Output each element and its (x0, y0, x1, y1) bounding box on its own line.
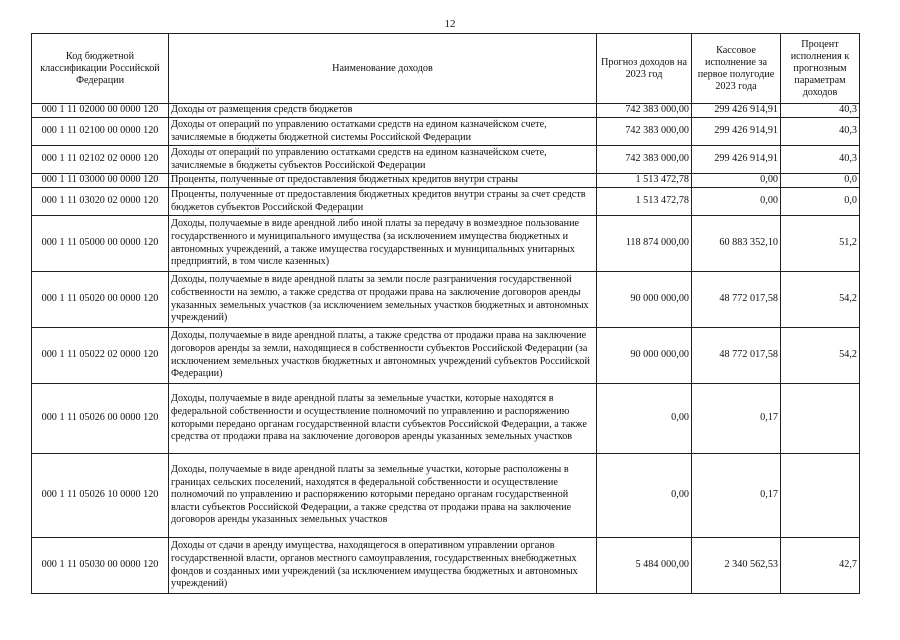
page-number: 12 (444, 18, 456, 30)
row-code: 000 1 11 02102 02 0000 120 (32, 146, 169, 174)
row-code: 000 1 11 05026 10 0000 120 (32, 454, 169, 538)
header-pct: Процент исполнения к прогнозным параметрам доходов (781, 34, 860, 104)
row-plan: 742 383 000,00 (597, 146, 692, 174)
table-row (32, 174, 860, 188)
row-name: Доходы от сдачи в аренду имущества, находящегося в оперативном управлении органов государственной власти, органов местного самоуправления, государственных внебюджетных фондов и созданных ими учреждений (за исключением имущества бюджетных и автономных учреждений) (169, 538, 597, 594)
row-exec: 0,00 (692, 174, 781, 188)
row-name: Доходы от операций по управлению остатками средств на едином казначейском счете, зачисляемые в бюджеты бюджетной системы Российской Федерации (169, 118, 597, 146)
table-row (32, 118, 860, 146)
row-plan: 0,00 (597, 454, 692, 538)
row-pct (781, 384, 860, 454)
table-row (32, 328, 860, 384)
row-exec: 0,17 (692, 454, 781, 538)
row-plan: 90 000 000,00 (597, 272, 692, 328)
row-pct: 42,7 (781, 538, 860, 594)
row-pct: 40,3 (781, 104, 860, 118)
row-name: Проценты, полученные от предоставления бюджетных кредитов внутри страны за счет средств бюджетов субъектов Российской Федерации (169, 188, 597, 216)
row-name: Доходы, получаемые в виде арендной платы за земельные участки, которые расположены в границах сельских поселений, находятся в федеральной собственности и осуществление полномочий по управлению и распоряжению которыми передано органам государственной власти субъектов Российской Федерации, а также средства от продажи права на заключение договоров аренды указанных земельных участков (169, 454, 597, 538)
row-plan: 0,00 (597, 384, 692, 454)
table-row (32, 454, 860, 538)
table-row (32, 216, 860, 272)
row-plan: 5 484 000,00 (597, 538, 692, 594)
row-exec: 48 772 017,58 (692, 328, 781, 384)
row-name: Доходы, получаемые в виде арендной платы за земельные участки, которые находятся в федеральной собственности и осуществление полномочий по управлению и распоряжению которыми передано органам государственной власти субъектов Российской Федерации, а также средства от продажи права на заключение договоров аренды указанных земельных участков (169, 384, 597, 454)
row-code: 000 1 11 05022 02 0000 120 (32, 328, 169, 384)
row-plan: 742 383 000,00 (597, 118, 692, 146)
row-pct: 54,2 (781, 328, 860, 384)
row-plan: 118 874 000,00 (597, 216, 692, 272)
row-name: Доходы, получаемые в виде арендной платы, а также средства от продажи права на заключение договоров аренды за земли, находящиеся в собственности субъектов Российской Федерации (за исключением земельных участков бюджетных и автономных учреждений субъектов Российской Федерации) (169, 328, 597, 384)
row-name: Доходы от размещения средств бюджетов (169, 104, 597, 118)
row-pct: 0,0 (781, 174, 860, 188)
row-pct: 51,2 (781, 216, 860, 272)
row-pct: 40,3 (781, 118, 860, 146)
row-code: 000 1 11 03000 00 0000 120 (32, 174, 169, 188)
row-name: Доходы, получаемые в виде арендной либо иной платы за передачу в возмездное пользование государственного и муниципального имущества (за исключением имущества бюджетных и автономных учреждений, а также имущества государственных и муниципальных унитарных предприятий, в том числе казенных) (169, 216, 597, 272)
table-row (32, 538, 860, 594)
row-plan: 742 383 000,00 (597, 104, 692, 118)
row-exec: 0,00 (692, 188, 781, 216)
row-name: Проценты, полученные от предоставления бюджетных кредитов внутри страны (169, 174, 597, 188)
table-row (32, 272, 860, 328)
row-pct (781, 454, 860, 538)
header-plan: Прогноз доходов на 2023 год (597, 34, 692, 104)
row-code: 000 1 11 05020 00 0000 120 (32, 272, 169, 328)
row-exec: 299 426 914,91 (692, 146, 781, 174)
row-exec: 0,17 (692, 384, 781, 454)
table-row (32, 188, 860, 216)
row-exec: 299 426 914,91 (692, 118, 781, 146)
row-name: Доходы от операций по управлению остатками средств на едином казначейском счете, зачисляемые в бюджеты субъектов Российской Федерации (169, 146, 597, 174)
row-exec: 299 426 914,91 (692, 104, 781, 118)
row-exec: 2 340 562,53 (692, 538, 781, 594)
header-exec: Кассовое исполнение за первое полугодие 2023 года (692, 34, 781, 104)
table-row (32, 104, 860, 118)
table-header-row (32, 34, 860, 104)
row-plan: 1 513 472,78 (597, 188, 692, 216)
row-pct: 0,0 (781, 188, 860, 216)
row-code: 000 1 11 05000 00 0000 120 (32, 216, 169, 272)
row-exec: 60 883 352,10 (692, 216, 781, 272)
row-code: 000 1 11 05030 00 0000 120 (32, 538, 169, 594)
row-code: 000 1 11 05026 00 0000 120 (32, 384, 169, 454)
header-name: Наименование доходов (169, 34, 597, 104)
row-code: 000 1 11 02100 00 0000 120 (32, 118, 169, 146)
table-row (32, 384, 860, 454)
row-pct: 40,3 (781, 146, 860, 174)
table-row (32, 146, 860, 174)
row-exec: 48 772 017,58 (692, 272, 781, 328)
row-plan: 90 000 000,00 (597, 328, 692, 384)
header-code: Код бюджетной классификации Российской Федерации (32, 34, 169, 104)
row-code: 000 1 11 03020 02 0000 120 (32, 188, 169, 216)
revenue-table (31, 33, 860, 594)
row-pct: 54,2 (781, 272, 860, 328)
row-code: 000 1 11 02000 00 0000 120 (32, 104, 169, 118)
row-name: Доходы, получаемые в виде арендной платы за земли после разграничения государственной собственности на землю, а также средства от продажи права на заключение договоров аренды указанных земельных участков (за исключением земельных участков бюджетных и автономных учреждений) (169, 272, 597, 328)
row-plan: 1 513 472,78 (597, 174, 692, 188)
